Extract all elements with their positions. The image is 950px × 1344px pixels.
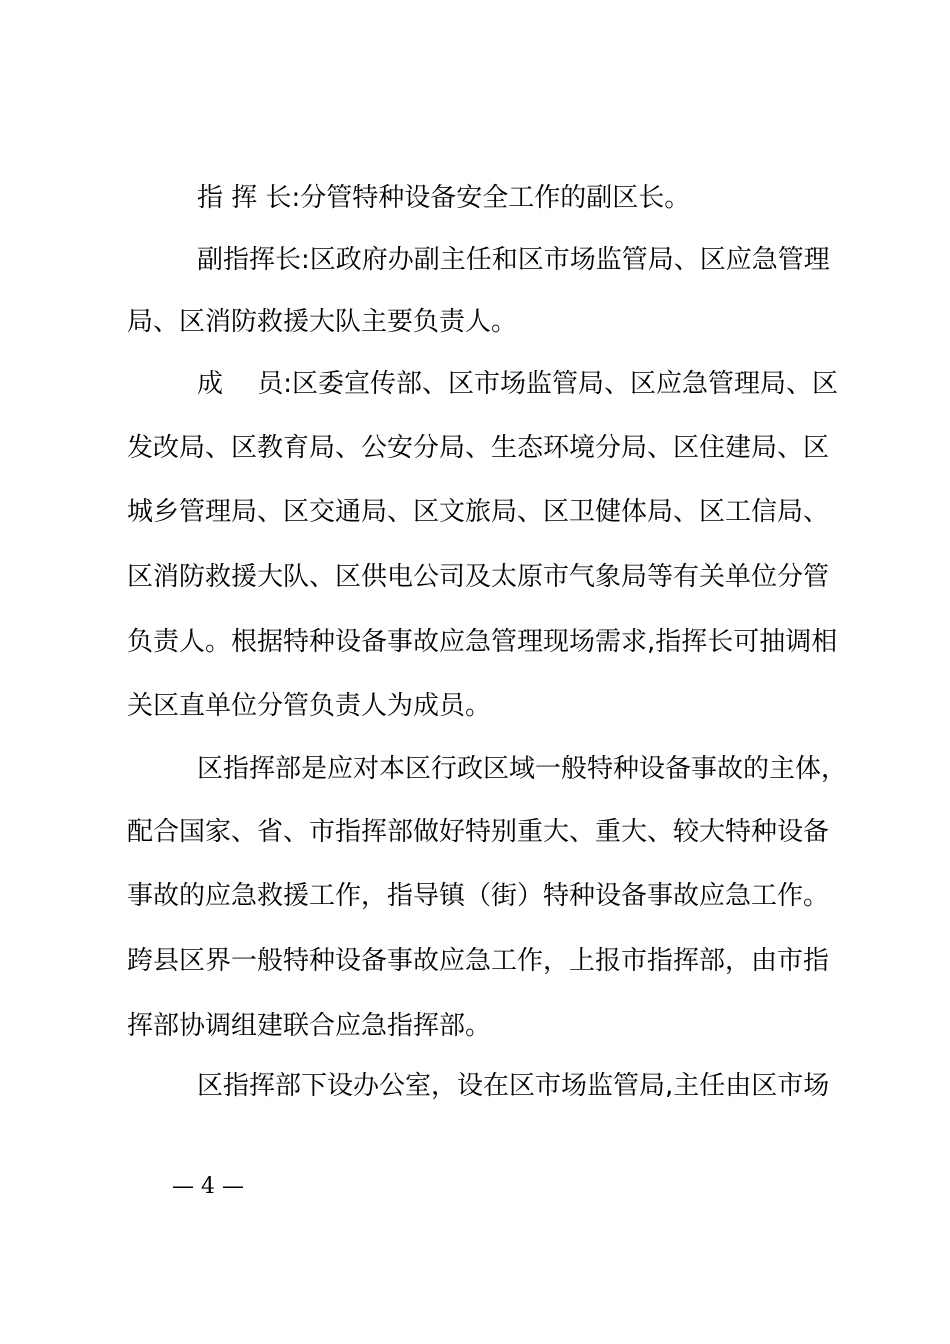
members-line-cont-3: 区消防救援大队、区供电公司及太原市气象局等有关单位分管	[127, 562, 830, 592]
paragraph-2-line-2: 配合国家、省、市指挥部做好特别重大、重大、较大特种设备	[127, 817, 830, 847]
paragraph-2-line-5: 挥部协调组建联合应急指挥部。	[127, 1011, 492, 1041]
paragraph-2-line-3: 事故的应急救援工作，指导镇（街）特种设备事故应急工作。	[127, 881, 830, 911]
members-line-cont-1: 发改局、区教育局、公安分局、生态环境分局、区住建局、区	[127, 433, 830, 463]
members-line: 成 员:区委宣传部、区市场监管局、区应急管理局、区	[197, 369, 839, 399]
deputy-commander-line: 副指挥长:区政府办副主任和区市场监管局、区应急管理	[197, 245, 830, 275]
paragraph-3-line-1: 区指挥部下设办公室，设在区市场监管局,主任由区市场	[197, 1071, 830, 1101]
paragraph-2-line-1: 区指挥部是应对本区行政区域一般特种设备事故的主体，	[197, 754, 848, 784]
page-number: — 4 —	[172, 1174, 244, 1199]
deputy-commander-line-cont: 局、区消防救援大队主要负责人。	[127, 307, 518, 337]
members-line-cont-4: 负责人。根据特种设备事故应急管理现场需求,指挥长可抽调相	[127, 627, 838, 657]
paragraph-2-line-4: 跨县区界一般特种设备事故应急工作，上报市指挥部，由市指	[127, 946, 830, 976]
members-line-cont-5: 关区直单位分管负责人为成员。	[127, 691, 492, 721]
commander-line: 指 挥 长:分管特种设备安全工作的副区长。	[197, 183, 691, 213]
members-line-cont-2: 城乡管理局、区交通局、区文旅局、区卫健体局、区工信局、	[127, 497, 830, 527]
